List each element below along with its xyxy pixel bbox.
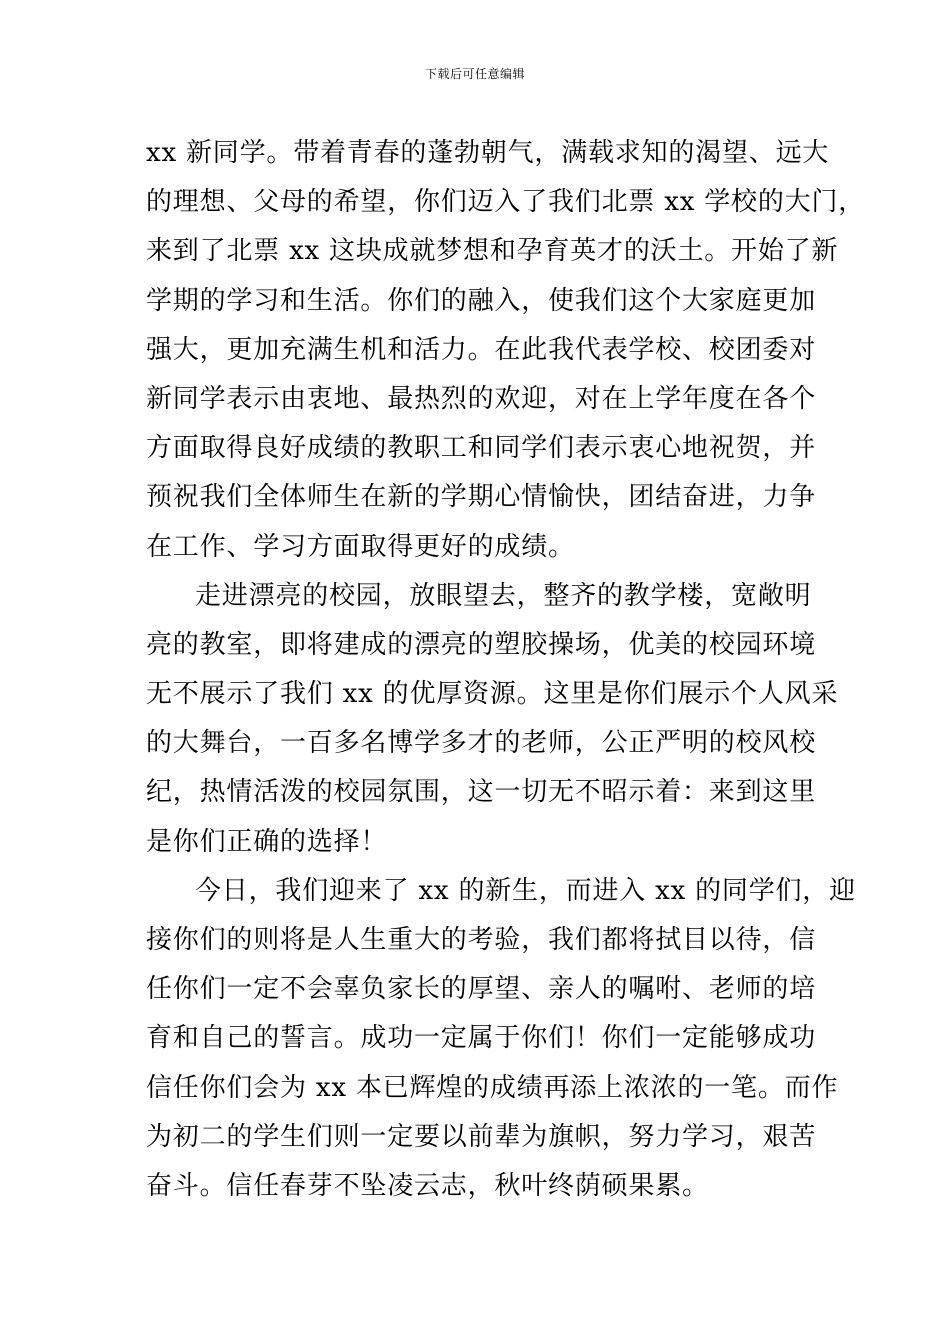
text-line: 预祝我们全体师生在新的学期心情愉快，团结奋进，力争 bbox=[146, 482, 817, 513]
text-line: 在工作、学习方面取得更好的成绩。 bbox=[146, 531, 575, 562]
page-header: 下载后可任意编辑 bbox=[424, 67, 525, 81]
document-body bbox=[146, 129, 866, 1211]
text-line: 无不展示了我们 xx 的优厚资源。这里是你们展示个人风采 bbox=[146, 679, 839, 710]
paragraph-2 bbox=[146, 572, 839, 867]
text-line: 纪，热情活泼的校园氛围，这一切无不昭示着：来到这里 bbox=[146, 777, 817, 808]
text-line: 为初二的学生们则一定要以前辈为旗帜，努力学习，艰苦 bbox=[146, 1121, 817, 1152]
text-line: 来到了北票 xx 这块成就梦想和孕育英才的沃土。开始了新 bbox=[146, 236, 839, 267]
text-line: 强大，更加充满生机和活力。在此我代表学校、校团委对 bbox=[146, 334, 817, 365]
text-line: 学期的学习和生活。你们的融入，使我们这个大家庭更加 bbox=[146, 285, 817, 316]
text-line: 育和自己的誓言。成功一定属于你们！你们一定能够成功 bbox=[146, 1023, 817, 1054]
text-line: xx 新同学。带着青春的蓬勃朝气，满载求知的渴望、远大 bbox=[146, 138, 830, 168]
text-line: 是你们正确的选择！ bbox=[146, 826, 388, 857]
text-line: 的大舞台，一百多名博学多才的老师，公正严明的校风校 bbox=[146, 728, 817, 759]
text-line: 的理想、父母的希望，你们迈入了我们北票 xx 学校的大门， bbox=[146, 187, 866, 218]
text-line: 任你们一定不会辜负家长的厚望、亲人的嘱咐、老师的培 bbox=[146, 974, 817, 1005]
text-line: 奋斗。信任春芽不坠凌云志，秋叶终荫硕果累。 bbox=[146, 1170, 709, 1201]
paragraph-1 bbox=[146, 129, 866, 572]
text-line: 新同学表示由衷地、最热烈的欢迎，对在上学年度在各个 bbox=[146, 383, 817, 414]
text-line: 走进漂亮的校园，放眼望去，整齐的教学楼，宽敞明 bbox=[195, 580, 812, 611]
text-line: 方面取得良好成绩的教职工和同学们表示衷心地祝贺，并 bbox=[146, 433, 817, 464]
paragraph-3 bbox=[146, 867, 856, 1211]
text-line: 接你们的则将是人生重大的考验，我们都将拭目以待，信 bbox=[146, 925, 817, 955]
text-line: 亮的教室，即将建成的漂亮的塑胶操场，优美的校园环境 bbox=[146, 629, 817, 660]
text-line: 今日，我们迎来了 xx 的新生，而进入 xx 的同学们，迎 bbox=[195, 875, 856, 906]
text-line: 信任你们会为 xx 本已辉煌的成绩再添上浓浓的一笔。而作 bbox=[146, 1072, 839, 1103]
